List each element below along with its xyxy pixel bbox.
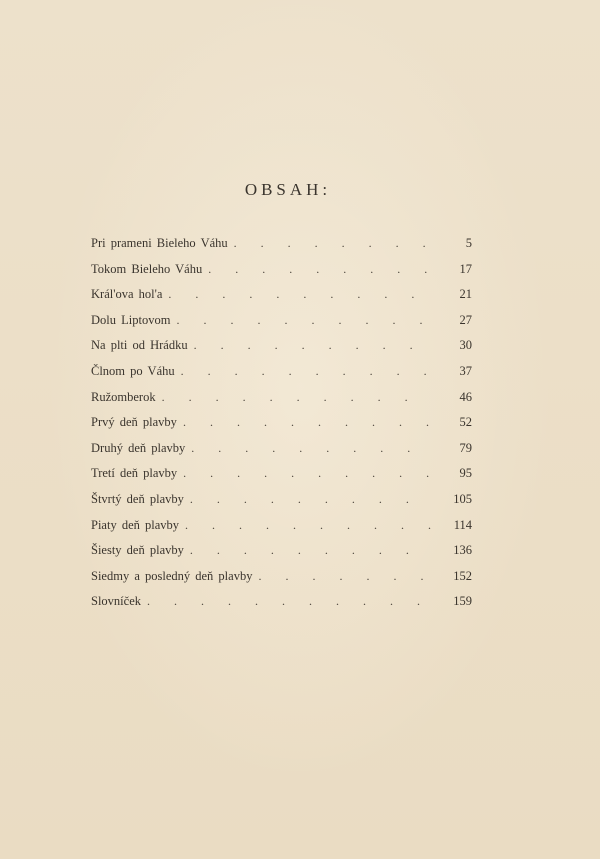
dot-leader bbox=[185, 515, 432, 535]
toc-entry-title: Člnom po Váhu bbox=[91, 363, 175, 378]
toc-entry-page: 136 bbox=[453, 543, 472, 558]
dot-leader bbox=[191, 438, 432, 458]
toc-entry bbox=[91, 489, 472, 515]
toc-entry-page: 46 bbox=[459, 389, 472, 404]
toc-entry-title: Ružomberok bbox=[91, 389, 156, 404]
toc-entry bbox=[91, 387, 472, 413]
toc-entry-page: 114 bbox=[453, 517, 472, 532]
toc-entry bbox=[91, 259, 472, 285]
toc-entry-page: 30 bbox=[459, 338, 472, 353]
dot-leader bbox=[183, 463, 432, 483]
toc-entry bbox=[91, 540, 472, 566]
toc-entry bbox=[91, 335, 472, 361]
toc-entry-title: Druhý deň plavby bbox=[91, 440, 186, 455]
toc-entry-page: 159 bbox=[453, 594, 472, 609]
toc-entry-title: Pri prameni Bieleho Váhu bbox=[91, 236, 228, 250]
toc-entry-title: Siedmy a posledný deň plavby bbox=[91, 568, 253, 583]
toc-entry-title: Šiesty deň plavby bbox=[91, 543, 184, 558]
toc-entry bbox=[91, 233, 472, 259]
toc-entry bbox=[91, 566, 472, 592]
toc-entry bbox=[91, 361, 472, 387]
toc-entry bbox=[91, 412, 472, 438]
toc-entry bbox=[91, 463, 472, 489]
toc-entry-title: Tokom Bieleho Váhu bbox=[91, 261, 203, 276]
table-of-contents bbox=[91, 233, 472, 617]
dot-leader bbox=[234, 233, 432, 253]
toc-entry-title: Tretí deň plavby bbox=[91, 466, 178, 481]
toc-entry bbox=[91, 284, 472, 310]
dot-leader bbox=[190, 489, 432, 509]
dot-leader bbox=[181, 361, 432, 381]
dot-leader bbox=[168, 284, 432, 304]
toc-entry-page: 5 bbox=[465, 236, 472, 250]
toc-entry-title: Na plti od Hrádku bbox=[91, 338, 188, 353]
dot-leader bbox=[183, 412, 432, 432]
toc-entry-page: 52 bbox=[459, 415, 472, 430]
toc-entry bbox=[91, 591, 472, 617]
toc-entry-title: Štvrtý deň plavby bbox=[91, 491, 184, 506]
toc-entry-title: Král'ova hol'a bbox=[91, 287, 163, 302]
dot-leader bbox=[194, 335, 432, 355]
toc-entry-title: Prvý deň plavby bbox=[91, 415, 177, 430]
toc-entry-page: 95 bbox=[459, 466, 472, 481]
toc-entry-title: Piaty deň plavby bbox=[91, 517, 180, 532]
toc-entry-page: 27 bbox=[459, 312, 472, 327]
dot-leader bbox=[190, 540, 432, 560]
toc-entry-page: 37 bbox=[459, 363, 472, 378]
toc-entry-page: 79 bbox=[459, 440, 472, 455]
toc-entry-page: 152 bbox=[453, 568, 472, 583]
dot-leader bbox=[147, 591, 432, 611]
toc-entry-page: 21 bbox=[459, 287, 472, 302]
toc-entry bbox=[91, 438, 472, 464]
toc-entry-title: Slovníček bbox=[91, 594, 141, 609]
toc-entry bbox=[91, 515, 472, 541]
toc-entry-page: 105 bbox=[453, 491, 472, 506]
toc-entry-page: 17 bbox=[459, 261, 472, 276]
toc-entry-title: Dolu Liptovom bbox=[91, 312, 171, 327]
contents-heading: OBSAH: bbox=[244, 180, 332, 199]
dot-leader bbox=[162, 387, 432, 407]
dot-leader bbox=[258, 566, 432, 586]
dot-leader bbox=[176, 310, 432, 330]
dot-leader bbox=[208, 259, 432, 279]
toc-entry bbox=[91, 310, 472, 336]
